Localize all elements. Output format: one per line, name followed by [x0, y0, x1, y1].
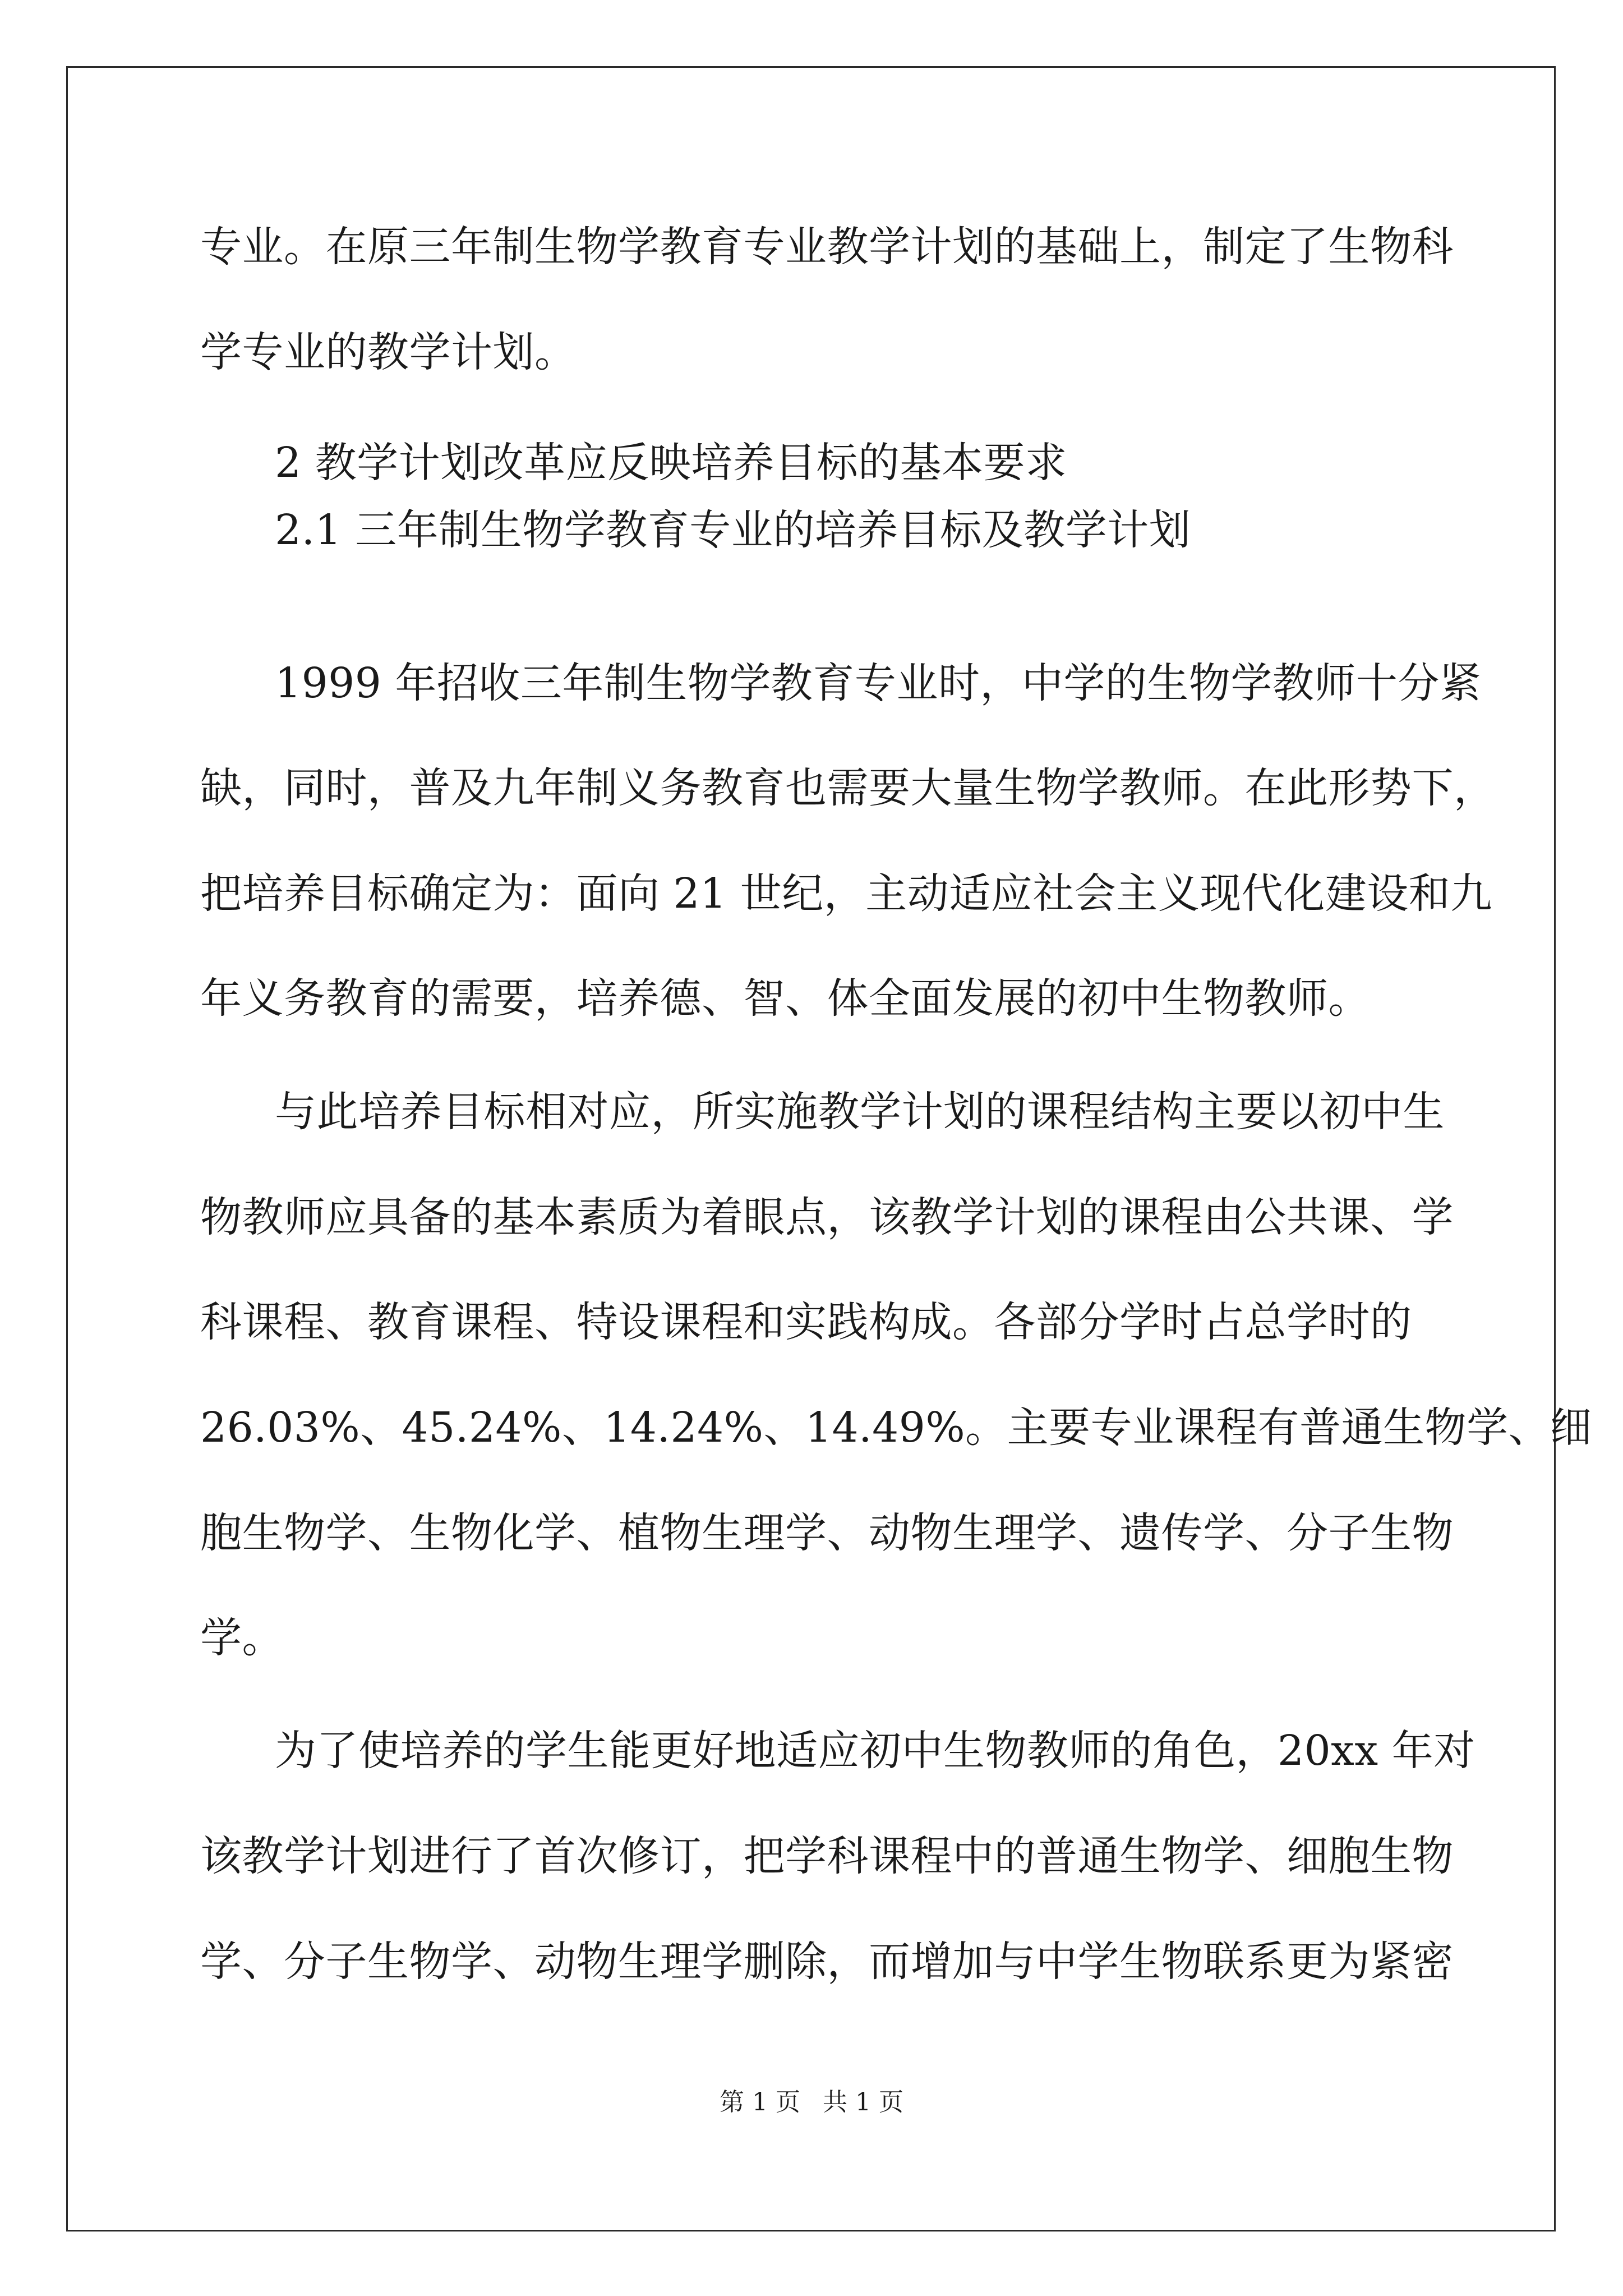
text-line: 1999 年招收三年制生物学教育专业时，中学的生物学教师十分紧 — [275, 659, 1482, 707]
text-line: 为了使培养的学生能更好地适应初中生物教师的角色，20xx 年对 — [275, 1727, 1476, 1775]
text-line: 学。 — [200, 1614, 284, 1662]
page-number: 第 1 页 — [720, 2088, 800, 2116]
text-line: 年义务教育的需要，培养德、智、体全面发展的初中生物教师。 — [200, 974, 1370, 1023]
text-line: 缺，同时，普及九年制义务教育也需要大量生物学教师。在此形势下， — [200, 764, 1496, 812]
text-line: 胞生物学、生物化学、植物生理学、动物生理学、遗传学、分子生物 — [200, 1509, 1454, 1557]
text-line: 学专业的教学计划。 — [200, 328, 577, 376]
text-line: 科课程、教育课程、特设课程和实践构成。各部分学时占总学时的 — [200, 1298, 1412, 1346]
section-heading: 2 教学计划改革应反映培养目标的基本要求 — [275, 439, 1067, 487]
text-line: 把培养目标确定为：面向 21 世纪，主动适应社会主义现代化建设和九 — [200, 869, 1492, 918]
text-line: 该教学计划进行了首次修订，把学科课程中的普通生物学、细胞生物 — [200, 1832, 1454, 1880]
text-line: 与此培养目标相对应，所实施教学计划的课程结构主要以初中生 — [275, 1088, 1445, 1136]
text-line: 26.03%、45.24%、14.24%、14.49%。主要专业课程有普通生物学、细 — [200, 1404, 1592, 1452]
text-line: 学、分子生物学、动物生理学删除，而增加与中学生物联系更为紧密 — [200, 1938, 1454, 1986]
page-border — [66, 66, 1556, 2231]
page-footer — [0, 2087, 1623, 2118]
subsection-heading: 2.1 三年制生物学教育专业的培养目标及教学计划 — [275, 506, 1191, 554]
text-line: 物教师应具备的基本素质为着眼点，该教学计划的课程由公共课、学 — [200, 1193, 1454, 1241]
page-total: 共 1 页 — [823, 2088, 903, 2116]
text-line: 专业。在原三年制生物学教育专业教学计划的基础上，制定了生物科 — [200, 223, 1454, 271]
